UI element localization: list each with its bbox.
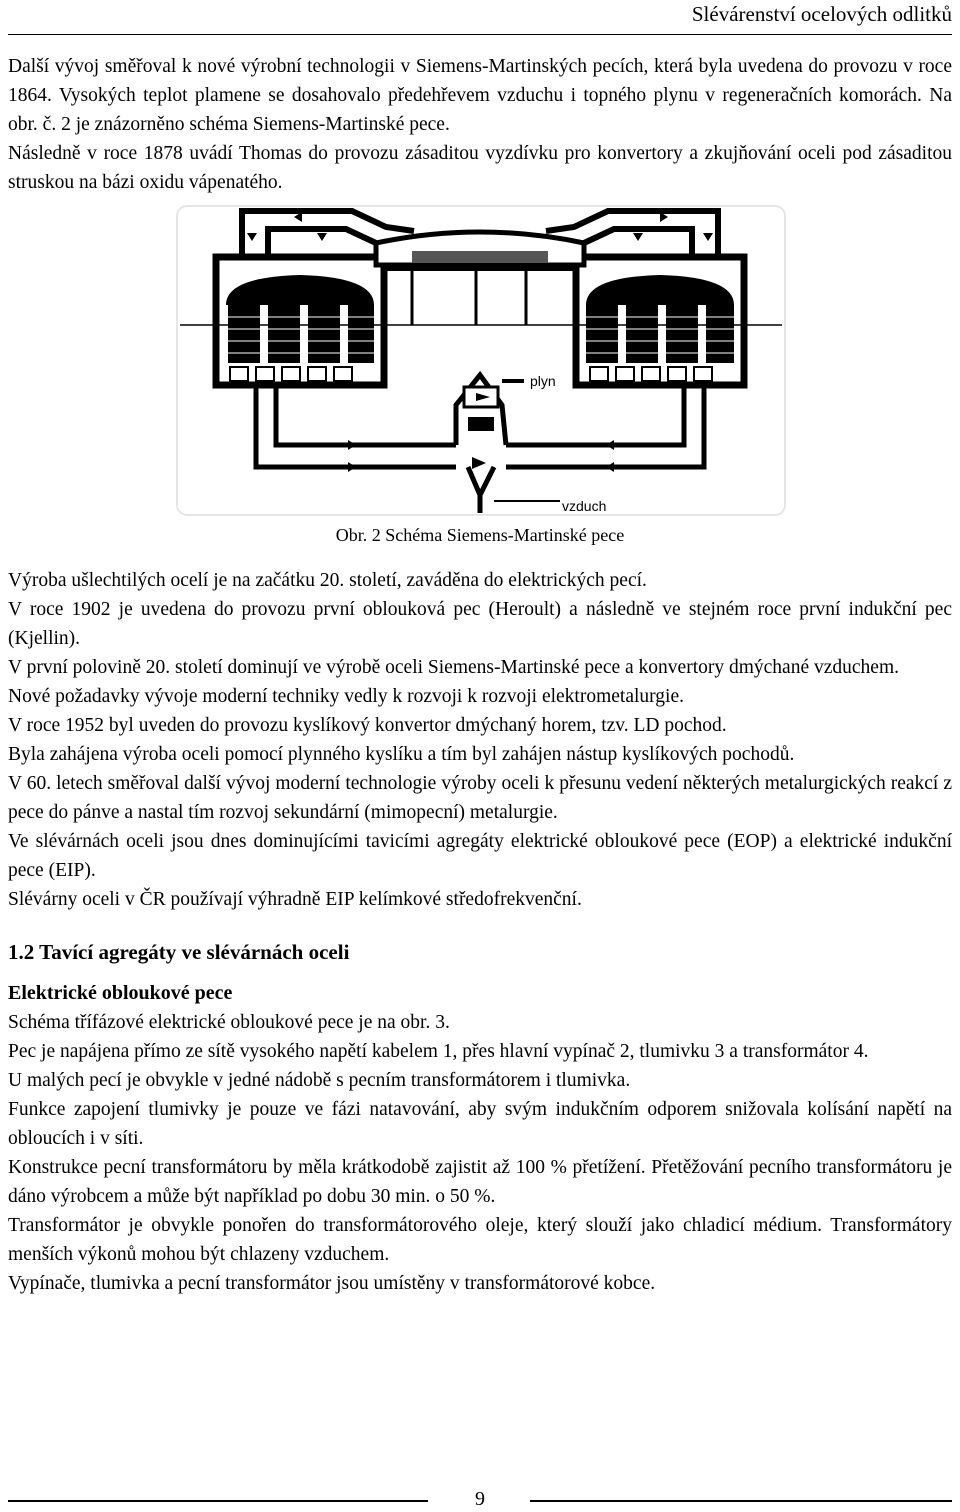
section-paragraph: Vypínače, tlumivka a pecní transformátor jsou umístěny v transformátorové kobce. xyxy=(8,1273,656,1294)
page-header xyxy=(8,0,952,35)
history-paragraph: V roce 1952 byl uveden do provozu kyslíkový konvertor dmýchaný horem, tzv. LD pochod. xyxy=(8,715,727,736)
section-paragraph: U malých pecí je obvykle v jedné nádobě s pecním transformátorem i tlumivka. xyxy=(8,1070,631,1091)
furnace-schematic xyxy=(176,205,786,517)
intro-paragraph-2: Následně v roce 1878 uvádí Thomas do provozu zásaditou vyzdívku pro konvertory a zkujňování oceli pod zásaditou struskou na bázi oxidu vápenatého. xyxy=(8,143,952,193)
subsection-heading: Elektrické obloukové pece xyxy=(8,982,233,1004)
history-paragraph: Nové požadavky vývoje moderní techniky vedly k rozvoji k rozvoji elektrometalurgie. xyxy=(8,686,684,707)
history-paragraph: Slévárny oceli v ČR používají výhradně EIP kelímkové středofrekvenční. xyxy=(8,889,582,910)
history-paragraph: V první polovině 20. století dominují ve výrobě oceli Siemens-Martinské pece a konvertory dmýchané vzduchem. xyxy=(8,657,900,678)
siemens-martin-furnace-figure xyxy=(176,205,786,517)
hearth xyxy=(376,232,584,325)
intro-paragraph-1: Další vývoj směřoval k nové výrobní technologii v Siemens-Martinských pecích, která byla uvedena do provozu v roce 1864. Vysokých teplot plamene se dosahovalo předehřevem vzduchu i topného plynu v regeneračních komorách. Na obr. č. 2 je znázorněno schéma Siemens-Martinské pece. xyxy=(8,56,952,135)
figure-caption: Obr. 2 Schéma Siemens-Martinské pece xyxy=(335,525,625,545)
right-regenerator xyxy=(576,257,744,385)
left-regenerator xyxy=(216,257,384,385)
section-paragraph: Konstrukce pecní transformátoru by měla krátkodobě zajistit až 100 % přetížení. Přetěžování pecního transformátoru je dáno výrobcem a může být například po dobu 30 min. o 50 %. xyxy=(8,1157,952,1207)
history-paragraph: Byla zahájena výroba oceli pomocí plynného kyslíku a tím byl zahájen nástup kyslíkových pochodů. xyxy=(8,744,795,765)
section-paragraph: Schéma třífázové elektrické obloukové pece je na obr. 3. xyxy=(8,1012,450,1033)
header-title: Slévárenství ocelových odlitků xyxy=(691,2,952,26)
section-heading: 1.2 Tavící agregáty ve slévárnách oceli xyxy=(8,940,350,964)
air-valve xyxy=(472,457,486,469)
history-paragraph: Výroba ušlechtilých ocelí je na začátku 20. století, zaváděna do elektrických pecí. xyxy=(8,570,647,591)
section-paragraph: Funkce zapojení tlumivky je pouze ve fázi natavování, aby svým indukčním odporem snižovala kolísání napětí na obloucích i v síti. xyxy=(8,1099,952,1149)
page-number: 9 xyxy=(475,1488,485,1510)
gas-valve xyxy=(464,387,498,431)
section-paragraph: Transformátor je obvykle ponořen do transformátorového oleje, který slouží jako chladicí médium. Transformátory menších výkonů mohou být chlazeny vzduchem. xyxy=(8,1215,952,1265)
gas-label: plyn xyxy=(530,373,556,389)
history-paragraph: Ve slévárnách oceli jsou dnes dominujícími tavicími agregáty elektrické obloukové pece (EOP) a elektrické indukční pece (EIP). xyxy=(8,831,952,881)
section-paragraph: Pec je napájena přímo ze sítě vysokého napětí kabelem 1, přes hlavní vypínač 2, tlumivku 3 a transformátor 4. xyxy=(8,1041,869,1062)
page-content xyxy=(8,52,952,1298)
history-paragraph: V roce 1902 je uvedena do provozu první oblouková pec (Heroult) a následně ve stejném roce první indukční pec (Kjellin). xyxy=(8,599,952,649)
history-paragraph: V 60. letech směřoval další vývoj moderní technologie výroby oceli k přesunu vedení některých metalurgických reakcí z pece do pánve a nastal tím rozvoj sekundární (mimopecní) metalurgie. xyxy=(8,773,952,823)
air-label: vzduch xyxy=(562,498,607,514)
